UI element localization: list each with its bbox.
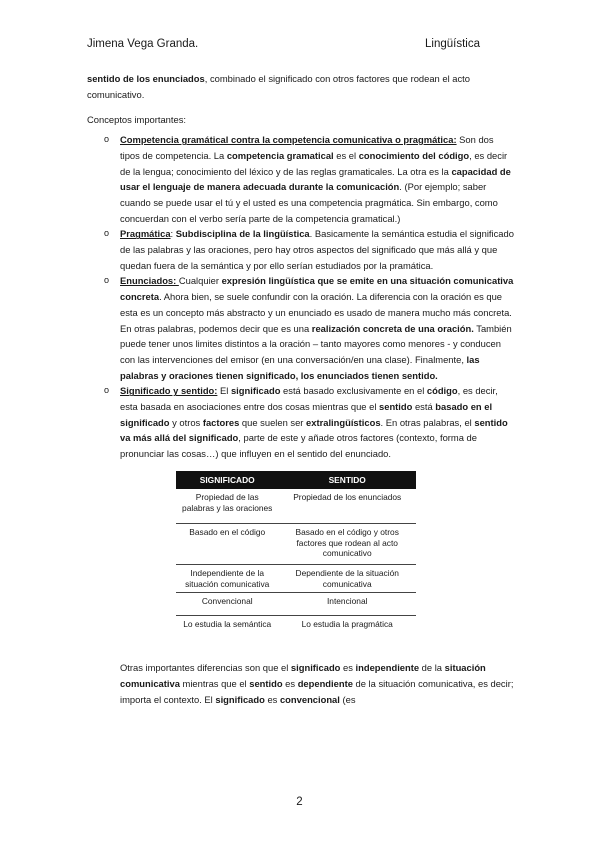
bold-term: capacidad de usar el lenguaje de manera adecuada durante la comunicación bbox=[120, 165, 511, 193]
bold-term: conocimiento del código bbox=[358, 149, 470, 161]
intro-paragraph bbox=[87, 71, 515, 102]
bold-term: las palabras y oraciones tienen significado, los enunciados tienen sentido. bbox=[120, 353, 480, 381]
bullet-marker: o bbox=[104, 228, 110, 239]
text-run: También puede tener unos limites distintos a la oración – tanto mayores como menores - y conducen con las intervenciones del emisor (en una conversación/en una clase). Finalmente, bbox=[120, 322, 512, 365]
bold-term: sentido va más allá del significado bbox=[120, 416, 508, 444]
concept-title: Significado y sentido: bbox=[120, 385, 218, 397]
table-row bbox=[176, 524, 416, 565]
bullet-marker: o bbox=[104, 275, 110, 286]
bullet-marker: o bbox=[104, 385, 110, 396]
bold-term: expresión lingüística que se emite en una situación comunicativa concreta bbox=[120, 275, 514, 303]
text-run: . (Por ejemplo; saber cuando se puede usar el tú y el usted es una competencia pragmática. Sin embargo, como concuerdan con el verbo sería parte de la competencia gramatical.) bbox=[120, 181, 498, 224]
table-cell: Intencional bbox=[278, 593, 416, 616]
text-run: , es decir de la lengua; conocimiento del léxico y de las reglas gramaticales. La otra es la bbox=[120, 149, 508, 177]
page-body bbox=[87, 71, 515, 707]
text-run: . Basicamente la semántica estudia el significado de las palabras y las oraciones, pero hay otros aspectos del significado que más allá y que quedan fuera de la semántica y por ello serían estudiados por la pramática. bbox=[120, 228, 514, 271]
table-cell: Propiedad de las palabras y las oraciones bbox=[176, 489, 278, 524]
bold-term: código bbox=[426, 385, 458, 397]
bold-term: independiente bbox=[355, 662, 420, 674]
author-name: Jimena Vega Granda. bbox=[87, 38, 199, 50]
page-number: 2 bbox=[296, 796, 303, 808]
conceptos-heading: Conceptos importantes: bbox=[87, 114, 187, 126]
text-run: Cualquier bbox=[178, 275, 222, 287]
bold-term: basado en el significado bbox=[120, 401, 493, 428]
subject-title: Lingüística bbox=[425, 38, 480, 50]
table-cell: Lo estudia la semántica bbox=[183, 619, 272, 630]
list-item bbox=[87, 273, 515, 383]
text-run: es el bbox=[333, 149, 359, 161]
text-run: y otros bbox=[169, 416, 203, 428]
header-significado: SIGNIFICADO bbox=[176, 471, 278, 490]
text-run: de la bbox=[419, 662, 445, 674]
text-run: , es decir, esta basada en asociaciones entre dos cosas mientras que el bbox=[120, 385, 498, 413]
bold-term: sentido bbox=[249, 678, 283, 690]
text-run: es bbox=[282, 678, 298, 690]
bold-term: Subdisciplina de la lingüística bbox=[175, 228, 310, 240]
bold-term: significado bbox=[215, 693, 265, 705]
bold-term: convencional bbox=[279, 693, 340, 705]
text-run: Son dos tipos de competencia. La bbox=[120, 134, 494, 161]
table-cell: Lo estudia la pragmática bbox=[301, 619, 393, 630]
table-row bbox=[176, 593, 416, 616]
closing-paragraph bbox=[120, 660, 515, 707]
table-cell: Basado en el código bbox=[176, 524, 278, 565]
text-run: es bbox=[264, 693, 280, 705]
table-cell: Propiedad de los enunciados bbox=[278, 489, 416, 524]
bold-term: factores bbox=[202, 416, 240, 428]
text-run: de la situación comunicativa, es decir; importa el contexto. El bbox=[120, 678, 514, 705]
list-item bbox=[87, 226, 515, 273]
table-cell: Independiente de la situación comunicativa bbox=[176, 565, 278, 593]
text-run: está basado exclusivamente en el bbox=[280, 385, 427, 397]
text-run: que suelen ser bbox=[239, 416, 307, 428]
text-run: , parte de este y añade otros factores (contexto, forma de pronunciar las cosas…) que influyen en el sentido del enunciado. bbox=[120, 432, 477, 460]
bold-term: dependiente bbox=[297, 678, 353, 690]
concept-title: Enunciados: bbox=[120, 275, 179, 287]
concept-title: Pragmática bbox=[120, 228, 171, 240]
text-run: . Ahora bien, se suele confundir con la oración. La diferencia con la oración es que esta es un concepto más abstracto y un enunciado es usado de manera mucho más concreta. En otras palabras, podemos decir que es una bbox=[120, 291, 512, 334]
table-cell: Basado en el código y otros factores que rodean al acto comunicativo bbox=[278, 524, 416, 565]
table-header-row bbox=[176, 471, 416, 490]
comparison-table bbox=[176, 471, 416, 641]
bold-term: extralingüísticos bbox=[306, 416, 381, 428]
table-row bbox=[176, 489, 416, 524]
bold-term: situación comunicativa bbox=[120, 662, 486, 690]
text-run: (es bbox=[339, 693, 356, 705]
text-run: Otras importantes diferencias son que el bbox=[120, 662, 291, 674]
bold-term: significado bbox=[230, 385, 281, 397]
bold-term: significado bbox=[290, 662, 341, 674]
table-row bbox=[176, 565, 416, 593]
text-run: es bbox=[340, 662, 356, 674]
intro-bold: sentido de los enunciados bbox=[87, 73, 205, 84]
text-run: : bbox=[170, 228, 176, 240]
text-run: está bbox=[412, 401, 436, 413]
text-run: El bbox=[217, 385, 231, 397]
concept-list bbox=[87, 132, 515, 462]
concept-title: Competencia gramátical contra la competencia comunicativa o pragmática: bbox=[120, 134, 457, 146]
text-run: mientras que el bbox=[179, 678, 250, 690]
intro-text: , combinado el significado con otros factores que rodean el acto comunicativo. bbox=[87, 73, 470, 100]
table-row bbox=[176, 616, 416, 641]
table-cell: Convencional bbox=[176, 593, 278, 616]
header-sentido: SENTIDO bbox=[278, 471, 416, 490]
bold-term: realización concreta de una oración. bbox=[311, 322, 474, 334]
bullet-marker: o bbox=[104, 134, 110, 145]
list-item bbox=[87, 383, 515, 462]
bold-term: sentido bbox=[379, 401, 413, 413]
text-run: . En otras palabras, el bbox=[380, 416, 475, 428]
table-cell: Dependiente de la situación comunicativa bbox=[278, 565, 416, 593]
bold-term: competencia gramatical bbox=[226, 149, 334, 161]
list-item bbox=[87, 132, 515, 226]
